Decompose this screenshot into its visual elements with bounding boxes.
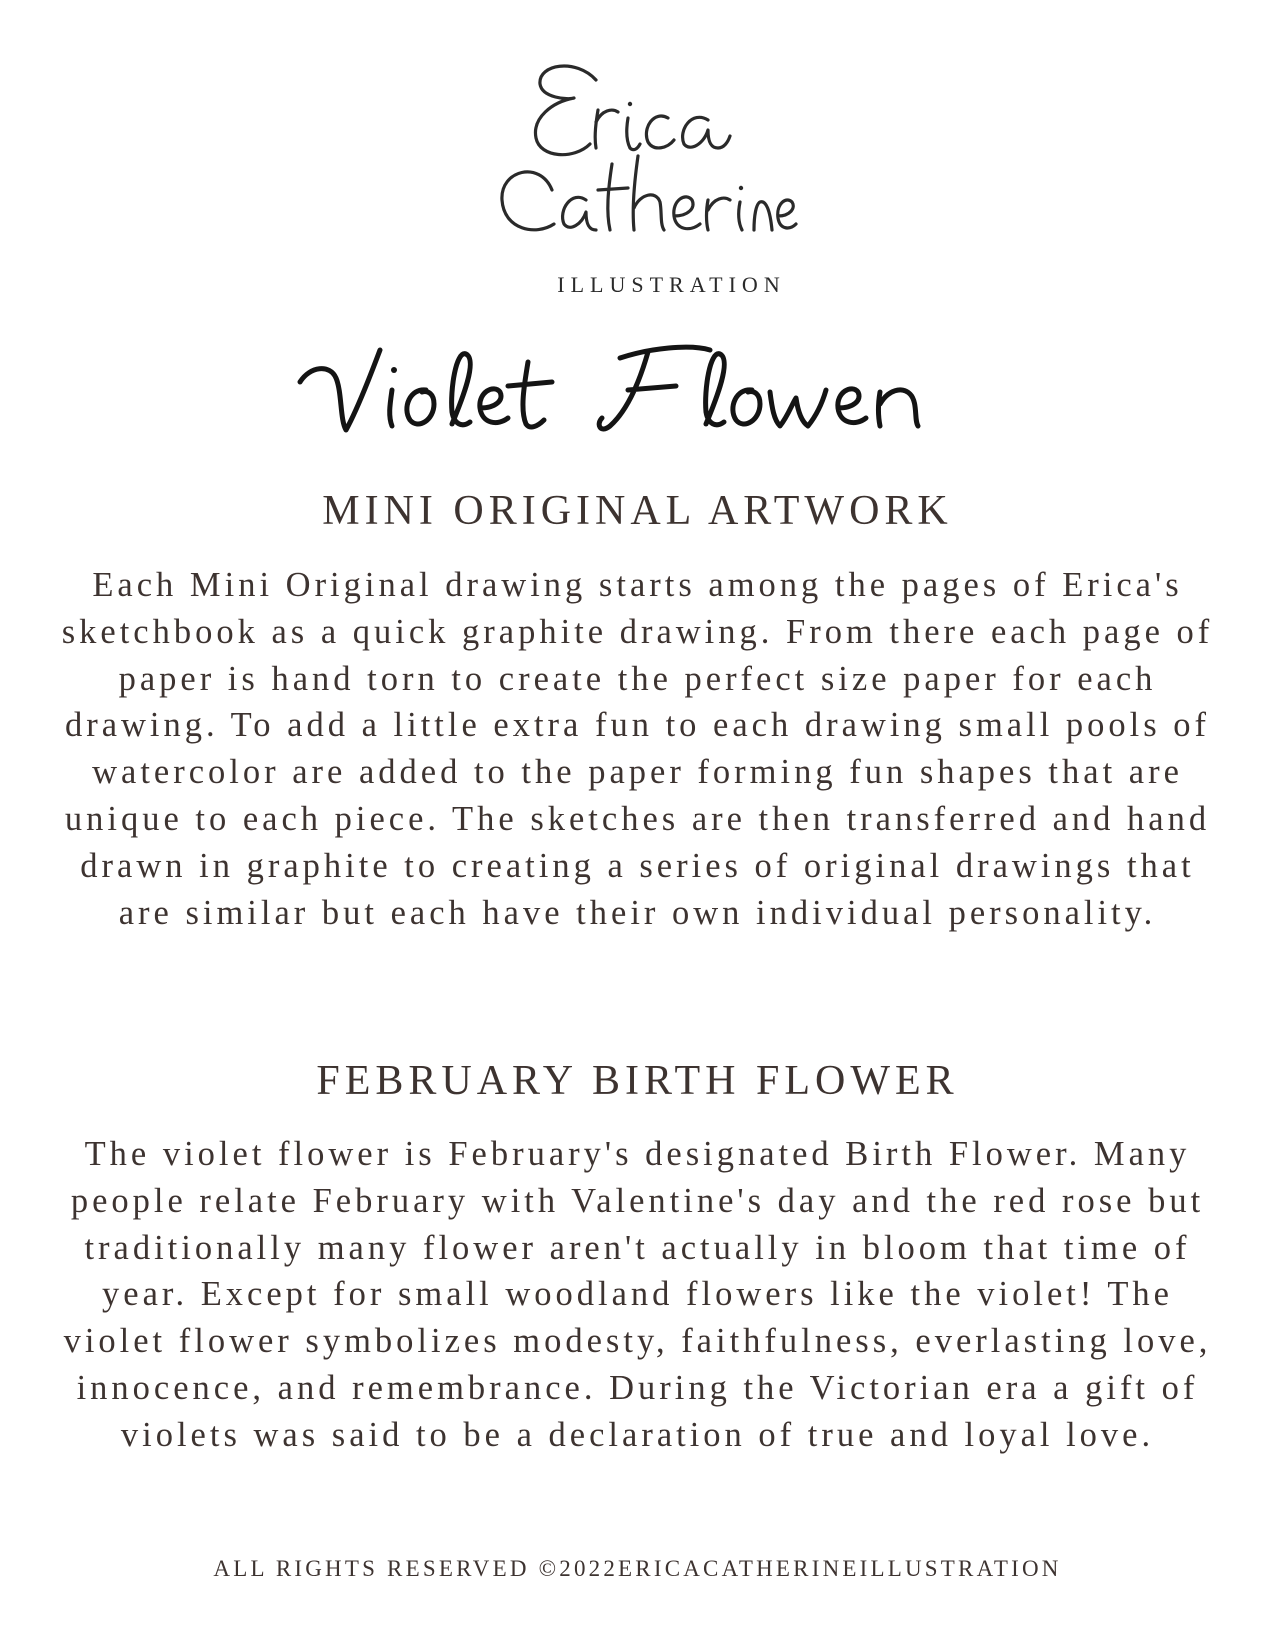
page-title <box>0 320 1275 470</box>
logo-subtitle: ILLUSTRATION <box>557 272 786 297</box>
section-body-birth-flower: The violet flower is February's designated Birth Flower. Many people relate February with Valentine's day and the red rose but traditionally many flower aren't actually in bloom that time of year. Except for small woodland flowers like the violet! The violet flower symbolizes modesty, faithfulness, everlasting love, innocence, and remembrance. During the Victorian era a gift of violets was said to be a declaration of true and loyal love. <box>63 1135 1212 1454</box>
brand-logo <box>0 40 1275 320</box>
section-heading-mini-original: MINI ORIGINAL ARTWORK <box>322 488 953 534</box>
copyright-footer: ALL RIGHTS RESERVED ©2022ERICACATHERINEILLUSTRATION <box>213 1556 1062 1581</box>
section-heading-birth-flower: FEBRUARY BIRTH FLOWER <box>316 1058 959 1104</box>
section-body-mini-original: Each Mini Original drawing starts among the pages of Erica's sketchbook as a quick graphite drawing. From there each page of paper is hand torn to create the perfect size paper for each drawing. To add a little extra fun to each drawing small pools of watercolor are added to the paper forming fun shapes that are unique to each piece. The sketches are then transferred and hand drawn in graphite to creating a series of original drawings that are similar but each have their own individual personality. <box>61 566 1214 932</box>
logo-script-wordmark <box>478 40 798 270</box>
title-script <box>0 320 1275 470</box>
